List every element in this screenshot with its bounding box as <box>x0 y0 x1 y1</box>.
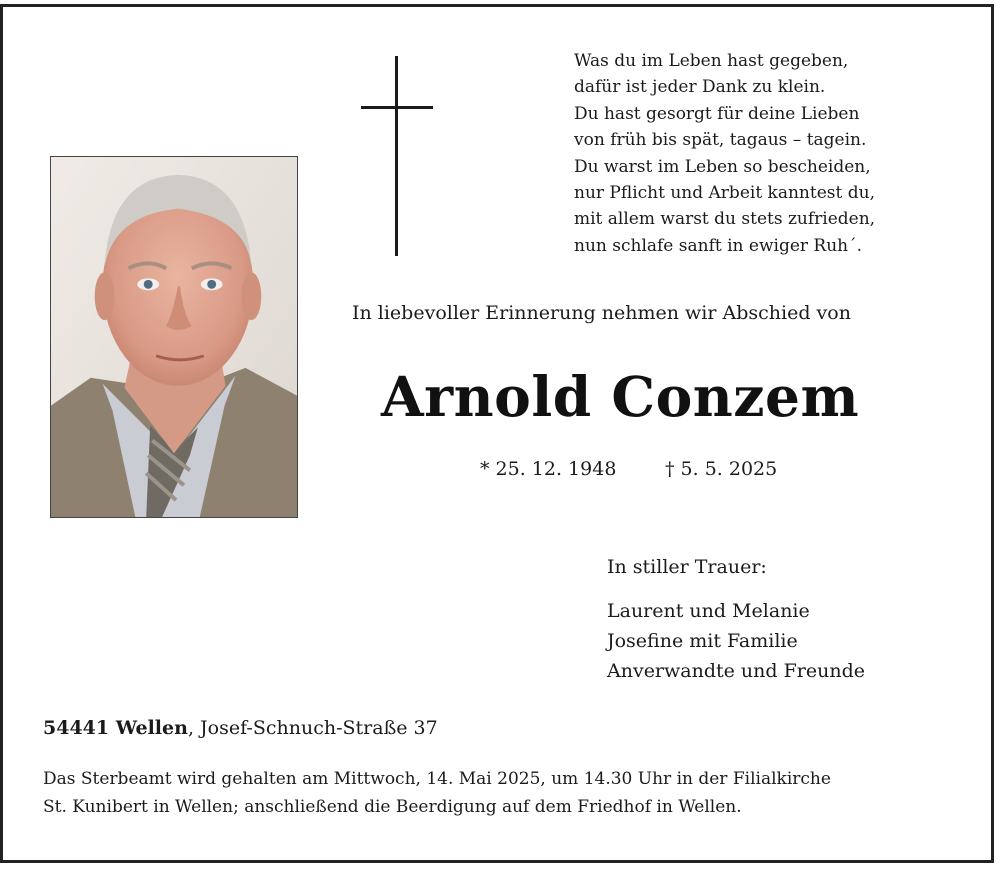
death-date: † 5. 5. 2025 <box>665 458 778 480</box>
address <box>43 717 438 739</box>
poem-line: Du hast gesorgt für deine Lieben <box>574 103 860 124</box>
poem-line: Was du im Leben hast gegeben, <box>574 51 849 71</box>
portrait-photo <box>50 156 298 518</box>
mourner-name: Josefine mit Familie <box>607 630 798 652</box>
poem-line: mit allem warst du stets zufrieden, <box>574 209 876 230</box>
mourner-name: Laurent und Melanie <box>607 600 810 622</box>
address-street: , Josef-Schnuch-Straße 37 <box>187 717 438 739</box>
address-city: 54441 Wellen <box>43 717 188 739</box>
poem <box>574 48 974 259</box>
intro-text: In liebevoller Erinnerung nehmen wir Abschied von <box>352 302 851 324</box>
poem-line: von früh bis spät, tagaus – tagein. <box>574 130 867 151</box>
birth-date: * 25. 12. 1948 <box>480 458 617 480</box>
service-line: Das Sterbeamt wird gehalten am Mittwoch, 14. Mai 2025, um 14.30 Uhr in der Filialkirche <box>43 769 831 789</box>
poem-line: dafür ist jeder Dank zu klein. <box>574 77 826 98</box>
mourner-name: Anverwandte und Freunde <box>607 660 865 682</box>
mourners-list <box>607 596 865 686</box>
poem-line: nur Pflicht und Arbeit kanntest du, <box>574 183 875 204</box>
deceased-name: Arnold Conzem <box>381 364 860 429</box>
poem-line: Du warst im Leben so bescheiden, <box>574 156 871 177</box>
service-line: St. Kunibert in Wellen; anschließend die Beerdigung auf dem Friedhof in Wellen. <box>43 797 742 817</box>
service-info <box>43 765 973 821</box>
poem-line: nun schlafe sanft in ewiger Ruh´. <box>574 235 863 256</box>
mourning-heading: In stiller Trauer: <box>607 556 767 578</box>
